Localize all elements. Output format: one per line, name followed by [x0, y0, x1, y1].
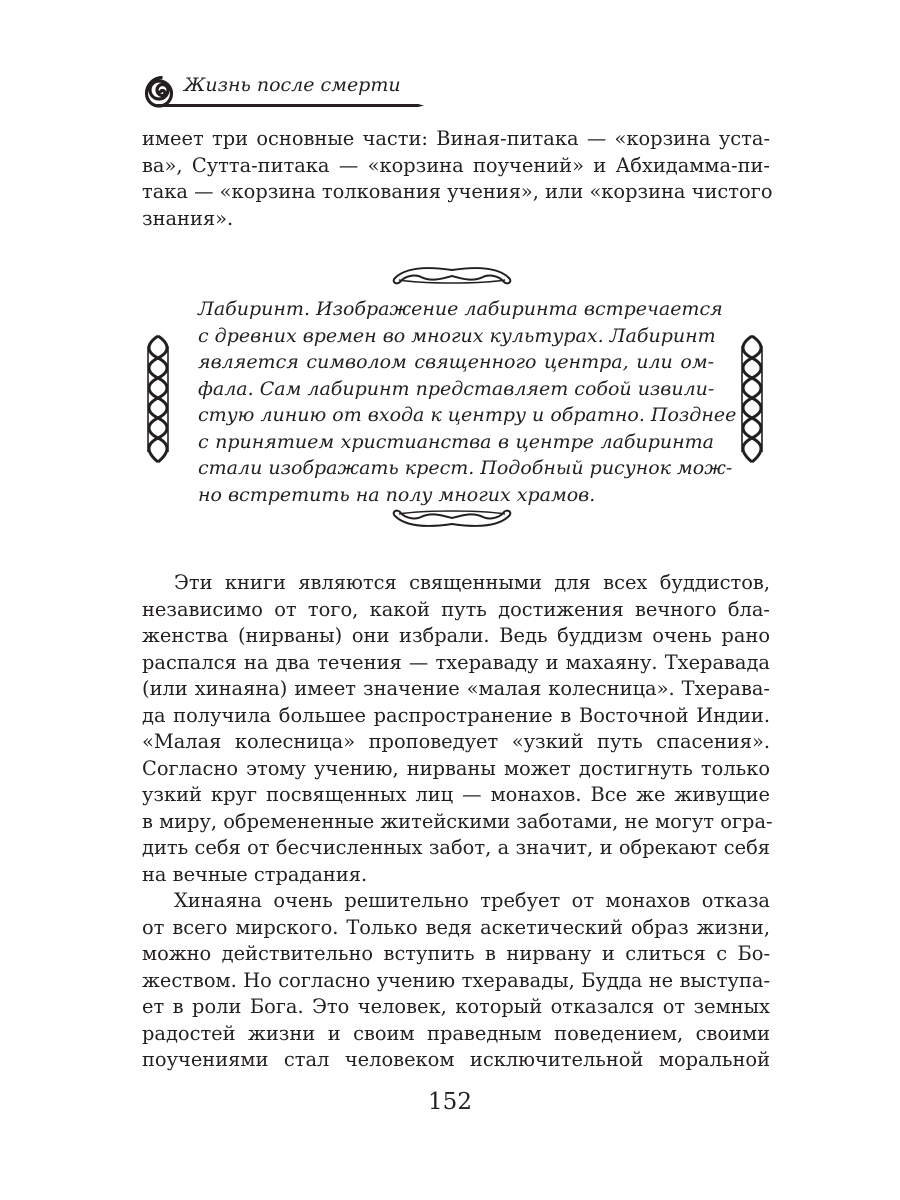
text-line: независимо от того, какой путь достижения вечного бла-	[142, 597, 770, 621]
text-line: «Малая колесница» проповедует «узкий путь спасения».	[142, 730, 770, 753]
sidebar-line: стую линию от входа к центру и обратно. Позднее	[198, 404, 737, 426]
scroll-flourish-icon	[385, 262, 519, 288]
sidebar-line: стали изображать крест. Подобный рисунок мож-	[198, 457, 733, 479]
text-line: распался на два течения — тхераваду и махаяну. Тхеравада	[142, 650, 770, 674]
continued-paragraph	[142, 126, 773, 232]
text-line: (или хинаяна) имеет значение «малая колесница». Тхерава-	[142, 677, 770, 700]
sidebar-line: Лабиринт. Изображение лабиринта встречается	[198, 298, 723, 320]
sidebar-line: с древних времен во многих культурах. Лабиринт	[198, 324, 716, 347]
text-line: имеет три основные части: Виная-питака — «корзина уста-	[142, 127, 770, 150]
text-line: можно действительно вступить в нирвану и слиться с Бо-	[142, 942, 770, 965]
text-line: да получила большее распространение в Восточной Индии.	[142, 703, 770, 727]
celtic-knot-icon	[736, 332, 768, 466]
text-line: радостей жизни и своим праведным поведением, своими	[142, 1021, 770, 1045]
sidebar-line: но встретить на полу многих храмов.	[198, 483, 596, 506]
text-line: дить себя от бесчисленных забот, а значит, и обрекают себя	[142, 836, 770, 859]
text-line: Хинаяна очень решительно требует от монахов отказа	[174, 889, 770, 912]
scroll-flourish-icon	[385, 506, 519, 532]
text-line: ва», Сутта-питака — «корзина поучений» и Абхидамма-пи-	[142, 153, 770, 177]
sidebar-line: является символом священного центра, или ом-	[198, 351, 714, 373]
text-line: знания».	[142, 206, 234, 230]
celtic-knot-icon	[142, 332, 174, 466]
text-line: Согласно этому учению, нирваны может достигнуть только	[142, 756, 770, 780]
labyrinth-sidebar	[198, 296, 737, 508]
text-line: в миру, обремененные житейскими заботами, не могут огра-	[142, 809, 773, 833]
text-line: на вечные страдания.	[142, 862, 368, 886]
running-head	[140, 66, 430, 116]
text-line: жеством. Но согласно учению тхеравады, Будда не выступа-	[142, 968, 770, 992]
text-line: ет в роли Бога. Это человек, который отказался от земных	[142, 995, 770, 1018]
text-line: узкий круг посвященных лиц — монахов. Все же живущие	[142, 783, 770, 806]
running-head-title: Жизнь после смерти	[184, 74, 401, 96]
body-text	[142, 570, 773, 1074]
sidebar-line: с принятием христианства в центре лабиринта	[198, 430, 714, 453]
text-line: Эти книги являются священными для всех буддистов,	[174, 571, 770, 594]
text-line: поучениями стал человеком исключительной моральной	[142, 1048, 770, 1071]
text-line: така — «корзина толкования учения», или «корзина чистого	[142, 180, 773, 203]
text-line: женства (нирваны) они избрали. Ведь буддизм очень рано	[142, 624, 770, 647]
sidebar-line: фала. Сам лабиринт представляет собой извили-	[198, 377, 715, 400]
text-line: от всего мирского. Только ведя аскетический образ жизни,	[142, 915, 770, 939]
page-number: 152	[428, 1089, 472, 1115]
